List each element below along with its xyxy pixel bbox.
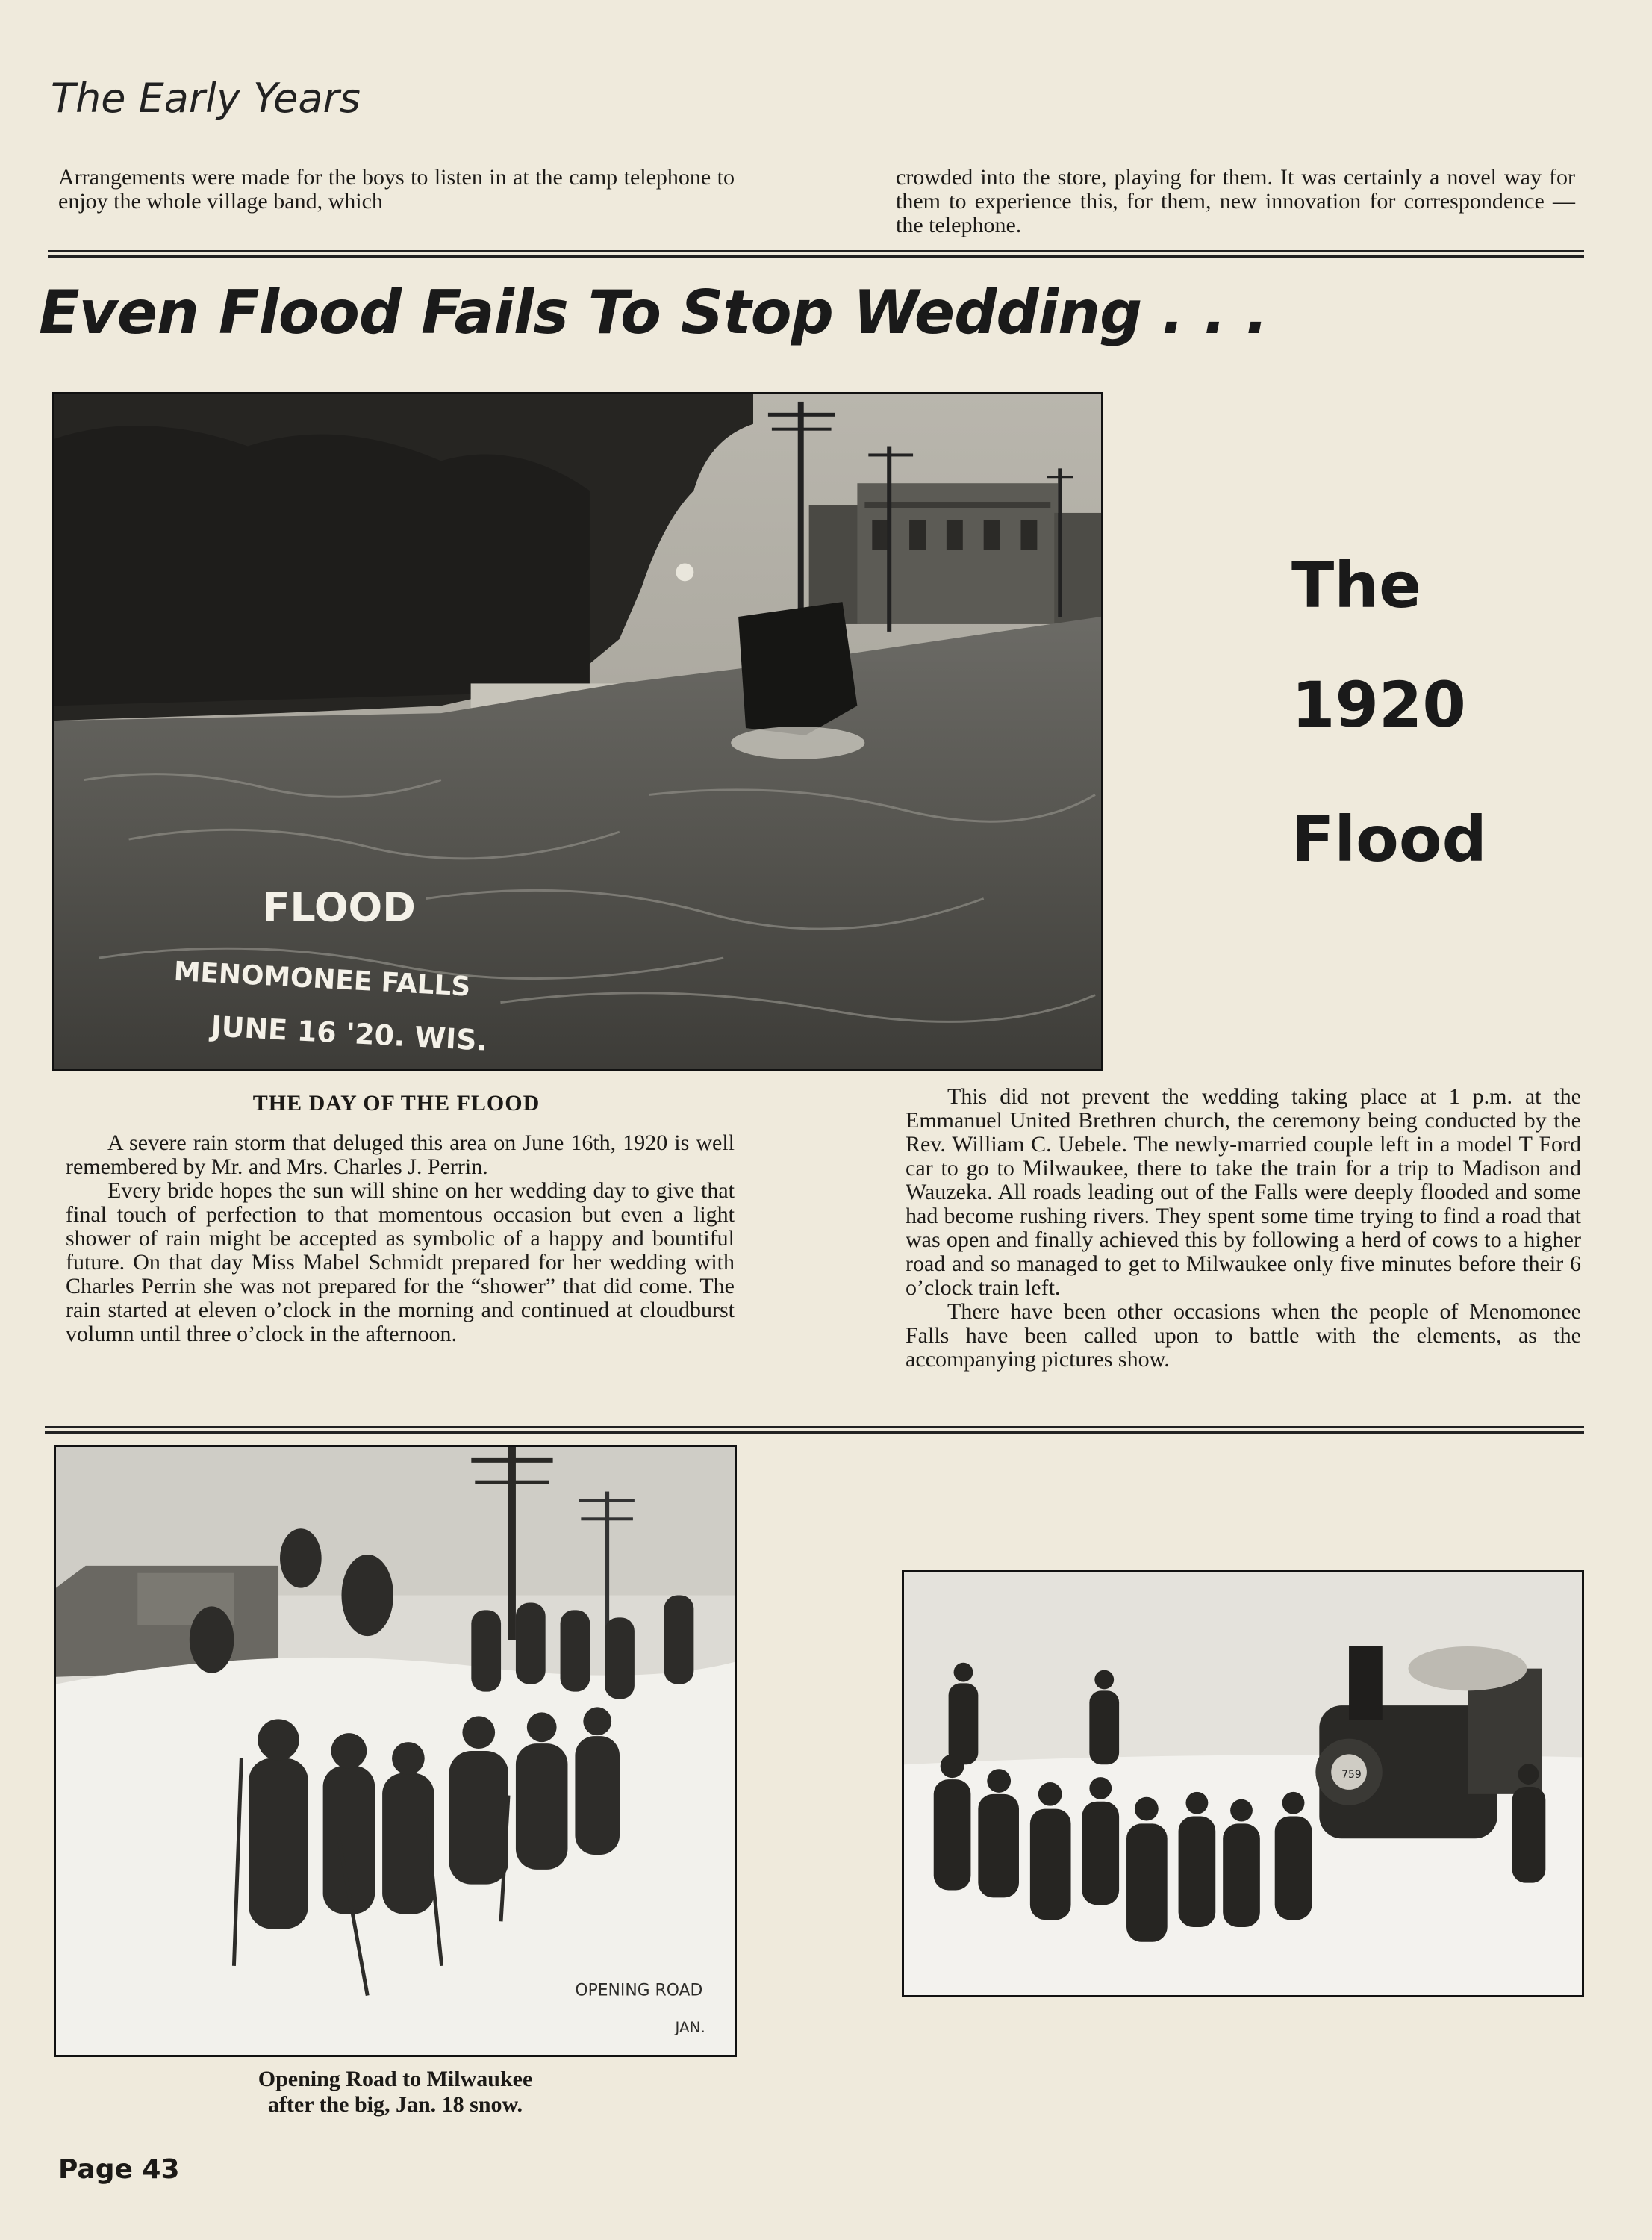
section-title: The Early Years <box>51 75 361 122</box>
side-title-line-1: The <box>1291 549 1422 622</box>
article-paragraph: This did not prevent the wedding taking place at 1 p.m. at the Emmanuel United Brethren church, the ceremony being conducted by the Rev. William C. Uebele. The newly-married couple left in a model T Ford car to go to Milwaukee, there to take the train for a trip to Madison and Wauzeka. All roads leading out of the Falls were deeply flooded and some had become rushing rivers. They spent some time trying to find a road that was open and finally achieved this by following a herd of cows to a higher road and so managed to get to Milwaukee only five minutes before their 6 o’clock train left. <box>906 1084 1581 1300</box>
snow-road-caption <box>54 2067 737 2118</box>
snow-train-photo <box>902 1570 1584 1997</box>
engine-number: 759 <box>1341 1769 1362 1782</box>
article-column-left <box>66 1131 735 1346</box>
header-divider <box>48 250 1584 258</box>
flood-inscription-3: JUNE 16 '20. WIS. <box>210 1009 488 1057</box>
page-number: Page 43 <box>58 2154 180 2185</box>
intro-paragraph-left: Arrangements were made for the boys to listen in at the camp telephone to enjoy the whole village band, which <box>58 165 735 214</box>
intro-text-right <box>896 166 1575 237</box>
article-paragraph: There have been other occasions when the people of Menomonee Falls have been called upon to battle with the elements, as the accompanying pictures show. <box>906 1299 1581 1372</box>
caption-line-2: after the big, Jan. 18 snow. <box>267 2092 523 2117</box>
flood-inscription-2: MENOMONEE FALLS <box>172 956 472 1003</box>
flood-inscription-1: FLOOD <box>262 883 416 931</box>
section-divider <box>45 1426 1584 1434</box>
snow-road-photo-image <box>56 1447 735 2055</box>
flood-photo <box>52 392 1103 1071</box>
side-title-line-3: Flood <box>1291 803 1487 876</box>
snow-road-inscription-2: JAN. <box>675 2019 705 2037</box>
article-subhead: THE DAY OF THE FLOOD <box>252 1091 540 1116</box>
snow-road-photo <box>54 1445 737 2057</box>
snow-train-photo-image <box>904 1572 1582 1995</box>
article-paragraph: Every bride hopes the sun will shine on her wedding day to give that final touch of perfection to that momentous occasion but even a light shower of rain might be accepted as symbolic of a happy and bountiful future. On that day Miss Mabel Schmidt prepared for her wedding with Charles Perrin she was not prepared for the “shower” that did come. The rain started at eleven o’clock in the morning and continued at cloudburst volumn until three o’clock in the afternoon. <box>66 1178 735 1346</box>
article-column-right <box>906 1085 1581 1372</box>
article-paragraph: A severe rain storm that deluged this area on June 16th, 1920 is well remembered by Mr. and Mrs. Charles J. Perrin. <box>66 1130 735 1179</box>
intro-text-left <box>58 166 735 214</box>
flood-photo-image <box>54 394 1101 1069</box>
snow-road-inscription-1: OPENING ROAD <box>575 1981 703 2000</box>
intro-paragraph-right: crowded into the store, playing for them. It was certainly a novel way for them to experience this, for them, new innovation for correspondence — the telephone. <box>896 165 1575 237</box>
caption-line-1: Opening Road to Milwaukee <box>258 2067 533 2091</box>
article-headline: Even Flood Fails To Stop Wedding . . . <box>39 278 1268 347</box>
side-title-line-2: 1920 <box>1291 668 1466 741</box>
